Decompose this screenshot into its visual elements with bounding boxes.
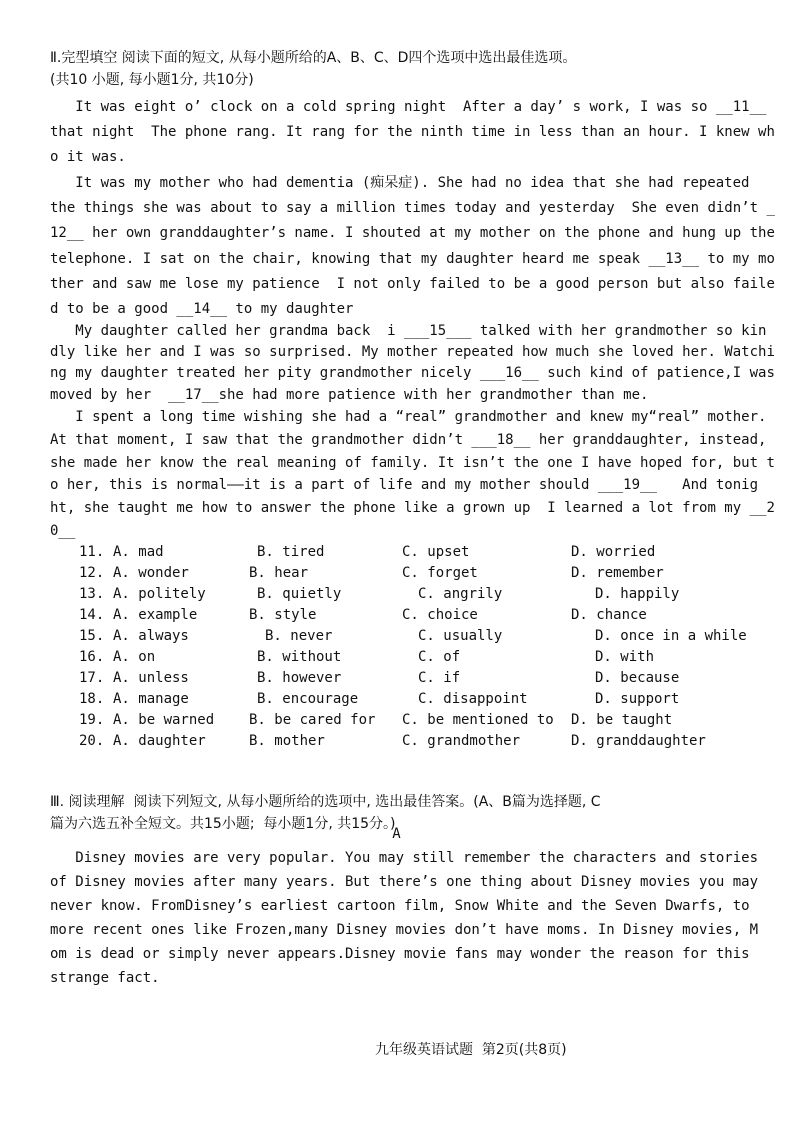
option-d: D. support [595, 691, 680, 707]
passage-line: telephone. I sat on the chair, knowing that my daughter heard me speak __13__ to my mo [50, 251, 775, 267]
passage-line: never know. FromDisney’s earliest cartoon film, Snow White and the Seven Dwarfs, to [50, 898, 750, 914]
option-a: A. politely [113, 586, 206, 602]
option-b: B. mother [249, 733, 325, 749]
passage-line: My daughter called her grandma back i ___15___ talked with her grandmother so kin [50, 323, 767, 339]
option-a: A. wonder [113, 565, 189, 581]
option-d: D. happily [595, 586, 680, 602]
option-d: D. chance [571, 607, 647, 623]
passage-line: moved by her __17__she had more patience with her grandmother than me. [50, 387, 649, 403]
part-a-label: A [392, 826, 401, 842]
question-number: 20. [79, 733, 105, 749]
passage-line: 0__ [50, 523, 76, 539]
option-b: B. tired [257, 544, 325, 560]
option-c: C. forget [402, 565, 478, 581]
option-b: B. however [257, 670, 342, 686]
question-number: 18. [79, 691, 105, 707]
option-c: C. usually [418, 628, 503, 644]
question-number: 12. [79, 565, 105, 581]
option-a: A. unless [113, 670, 189, 686]
option-a: A. be warned [113, 712, 215, 728]
question-number: 11. [79, 544, 105, 560]
passage-line: ng my daughter treated her pity grandmother nicely ___16__ such kind of patience,I was [50, 365, 775, 381]
passage-line: more recent ones like Frozen,many Disney movies don’t have moms. In Disney movies, M [50, 922, 759, 938]
option-c: C. be mentioned to [402, 712, 554, 728]
passage-line: om is dead or simply never appears.Disney movie fans may wonder the reason for this [50, 946, 750, 962]
option-d: D. be taught [571, 712, 673, 728]
passage-line: strange fact. [50, 970, 160, 986]
section3-heading: Ⅲ. 阅读理解 阅读下列短文, 从每小题所给的选项中, 选出最佳答案。(A、B篇为选择题, C [50, 794, 601, 810]
option-c: C. if [418, 670, 461, 686]
option-c: C. choice [402, 607, 478, 623]
option-d: D. worried [571, 544, 656, 560]
option-c: C. upset [402, 544, 470, 560]
question-number: 15. [79, 628, 105, 644]
option-d: D. remember [571, 565, 664, 581]
passage-line: 12__ her own granddaughter’s name. I shouted at my mother on the phone and hung up the [50, 225, 775, 241]
option-b: B. quietly [257, 586, 342, 602]
option-b: B. be cared for [249, 712, 376, 728]
option-d: D. granddaughter [571, 733, 706, 749]
passage-line: I spent a long time wishing she had a “real” grandmother and knew my“real” mother. [50, 409, 767, 425]
option-d: D. once in a while [595, 628, 747, 644]
passage-line: she made her know the real meaning of family. It isn’t the one I have hoped for, but t [50, 455, 775, 471]
passage-line: that night The phone rang. It rang for the ninth time in less than an hour. I knew wh [50, 124, 775, 140]
passage-line: At that moment, I saw that the grandmother didn’t ___18__ her granddaughter, instead, [50, 432, 767, 448]
option-c: C. disappoint [418, 691, 528, 707]
passage-line: o it was. [50, 149, 126, 165]
passage-line: It was eight o’ clock on a cold spring night After a day’ s work, I was so __11__ [50, 99, 767, 115]
passage-line: ht, she taught me how to answer the phone like a grown up I learned a lot from my __2 [50, 500, 775, 516]
passage-line: Disney movies are very popular. You may still remember the characters and stories [50, 850, 759, 866]
question-number: 17. [79, 670, 105, 686]
option-a: A. always [113, 628, 189, 644]
option-c: C. grandmother [402, 733, 521, 749]
question-number: 14. [79, 607, 105, 623]
question-number: 16. [79, 649, 105, 665]
option-a: A. on [113, 649, 156, 665]
passage-line: o her, this is normal——it is a part of life and my mother should ___19__ And tonig [50, 477, 759, 493]
option-b: B. encourage [257, 691, 359, 707]
option-a: A. mad [113, 544, 164, 560]
section2-subheading: (共10 小题, 每小题1分, 共10分) [50, 72, 254, 88]
passage-line: It was my mother who had dementia (痴呆症). She had no idea that she had repeated [50, 175, 750, 191]
option-a: A. daughter [113, 733, 206, 749]
passage-line: d to be a good __14__ to my daughter [50, 301, 354, 317]
option-d: D. with [595, 649, 655, 665]
section2-heading: Ⅱ.完型填空 阅读下面的短文, 从每小题所给的A、B、C、D四个选项中选出最佳选项。 [50, 50, 577, 66]
option-b: B. style [249, 607, 317, 623]
option-c: C. of [418, 649, 461, 665]
passage-line: of Disney movies after many years. But there’s one thing about Disney movies you may [50, 874, 759, 890]
question-number: 19. [79, 712, 105, 728]
option-d: D. because [595, 670, 680, 686]
option-a: A. example [113, 607, 198, 623]
option-a: A. manage [113, 691, 189, 707]
option-b: B. never [265, 628, 333, 644]
passage-line: dly like her and I was so surprised. My mother repeated how much she loved her. Watchi [50, 344, 775, 360]
passage-line: ther and saw me lose my patience I not only failed to be a good person but also faile [50, 276, 775, 292]
question-number: 13. [79, 586, 105, 602]
option-c: C. angrily [418, 586, 503, 602]
page-footer: 九年级英语试题 第2页(共8页) [375, 1042, 567, 1058]
section3-subheading: 篇为六选五补全短文。共15小题; 每小题1分, 共15分。) [50, 816, 396, 832]
option-b: B. without [257, 649, 342, 665]
passage-line: the things she was about to say a million times today and yesterday She even didn’t _ [50, 200, 775, 216]
option-b: B. hear [249, 565, 309, 581]
